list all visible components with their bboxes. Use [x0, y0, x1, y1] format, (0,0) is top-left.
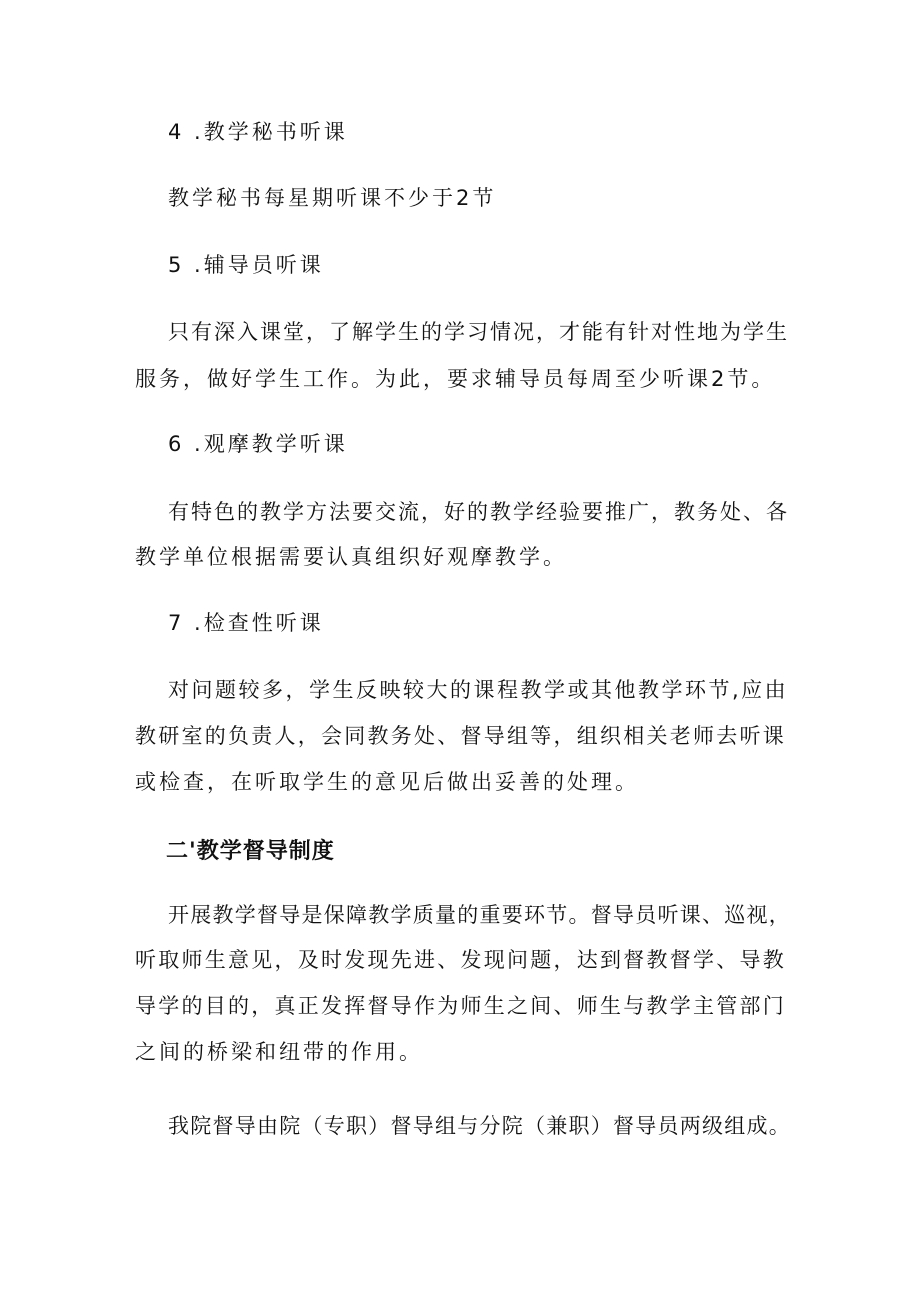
item-4-heading: 4 .教学秘书听课 — [168, 120, 348, 144]
item-7-text-line-3: 或检查，在听取学生的意见后做出妥善的处理。 — [135, 770, 639, 794]
section-2-para-1-line-2: 听取师生意见，及时发现先进、发现问题，达到督教督学、导教 — [135, 948, 786, 972]
item-5-text-line-1: 只有深入课堂，了解学生的学习情况，才能有针对性地为学生 — [168, 320, 789, 344]
section-2-title: 二'教学督导制度 — [166, 839, 335, 864]
section-2-para-2: 我院督导由院（专职）督导组与分院（兼职）督导员两级组成。 — [168, 1114, 791, 1138]
section-2-para-1-line-4: 之间的桥梁和纽带的作用。 — [135, 1040, 423, 1064]
item-5-text-line-2: 服务，做好学生工作。为此，要求辅导员每周至少听课2节。 — [135, 367, 776, 391]
item-7-text-line-1: 对问题较多，学生反映较大的课程教学或其他教学环节,应由 — [168, 678, 789, 702]
section-2-para-1-line-3: 导学的目的，真正发挥督导作为师生之间、师生与教学主管部门 — [135, 994, 786, 1018]
item-6-text-line-2: 教学单位根据需要认真组织好观摩教学。 — [135, 545, 567, 569]
item-4-text: 教学秘书每星期听课不少于2节 — [168, 186, 497, 210]
item-7-text-line-2: 教研室的负责人，会同教务处、督导组等，组织相关老师去听课 — [135, 724, 786, 748]
item-7-heading: 7 .检查性听课 — [168, 611, 324, 635]
item-5-heading: 5 .辅导员听课 — [168, 253, 324, 277]
item-6-heading: 6 .观摩教学听课 — [168, 432, 348, 456]
item-6-text-line-1: 有特色的教学方法要交流，好的教学经验要推广，教务处、各 — [168, 500, 789, 524]
section-2-para-1-line-1: 开展教学督导是保障教学质量的重要环节。督导员听课、巡视， — [168, 903, 791, 927]
